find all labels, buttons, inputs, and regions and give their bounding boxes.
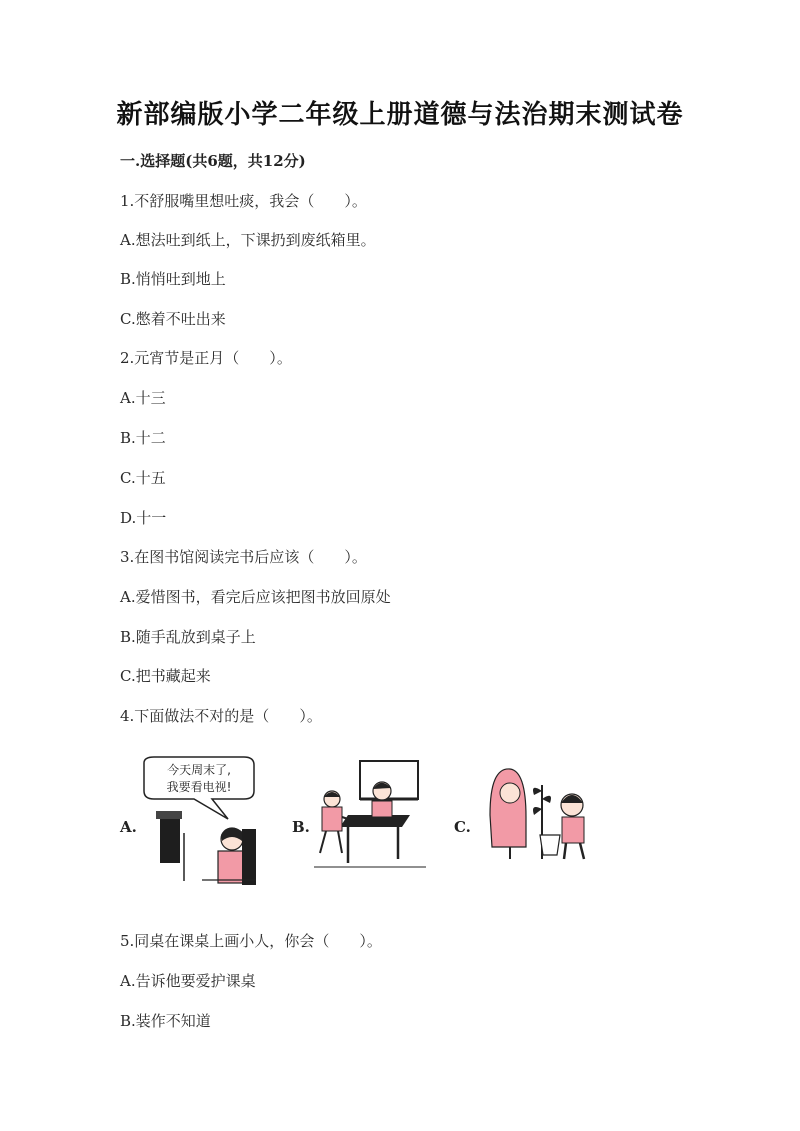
question-3-option-c: C.把书藏起来: [120, 667, 211, 685]
picture-option-b-label: B.: [292, 818, 310, 836]
question-2-option-a: A.十三: [120, 389, 166, 407]
page-title: 新部编版小学二年级上册道德与法治期末测试卷: [116, 100, 684, 130]
question-1-option-a: A.想法吐到纸上，下课扔到废纸箱里。: [120, 231, 376, 249]
picture-option-b-illustration: [310, 755, 430, 890]
question-5-stem: 5.同桌在课桌上画小人，你会（ ）。: [120, 932, 382, 950]
section-heading: 一.选择题(共6题，共12分): [120, 152, 306, 170]
picture-option-a-label: A.: [120, 818, 137, 836]
question-3-option-b: B.随手乱放到桌子上: [120, 628, 256, 646]
question-5-option-b: B.装作不知道: [120, 1012, 211, 1030]
question-4-stem: 4.下面做法不对的是（ ）。: [120, 707, 322, 725]
question-3-option-a: A.爱惜图书，看完后应该把图书放回原处: [120, 588, 391, 606]
question-1-stem: 1.不舒服嘴里想吐痰，我会（ ）。: [120, 192, 367, 210]
question-5-option-a: A.告诉他要爱护课桌: [120, 972, 256, 990]
speech-line-1: 今天周末了,: [167, 763, 231, 777]
question-1-option-c: C.憋着不吐出来: [120, 310, 226, 328]
question-4-picture-options: [120, 755, 680, 890]
speech-line-2: 我要看电视!: [166, 780, 232, 794]
question-3-stem: 3.在图书馆阅读完书后应该（ ）。: [120, 548, 367, 566]
question-2-option-d: D.十一: [120, 509, 167, 527]
question-2-option-b: B.十二: [120, 429, 166, 447]
question-2-stem: 2.元宵节是正月（ ）。: [120, 349, 292, 367]
question-1-option-b: B.悄悄吐到地上: [120, 270, 226, 288]
question-2-option-c: C.十五: [120, 469, 166, 487]
picture-option-c-label: C.: [454, 818, 471, 836]
picture-option-c-illustration: [480, 755, 610, 890]
picture-option-a-illustration: [132, 755, 272, 890]
